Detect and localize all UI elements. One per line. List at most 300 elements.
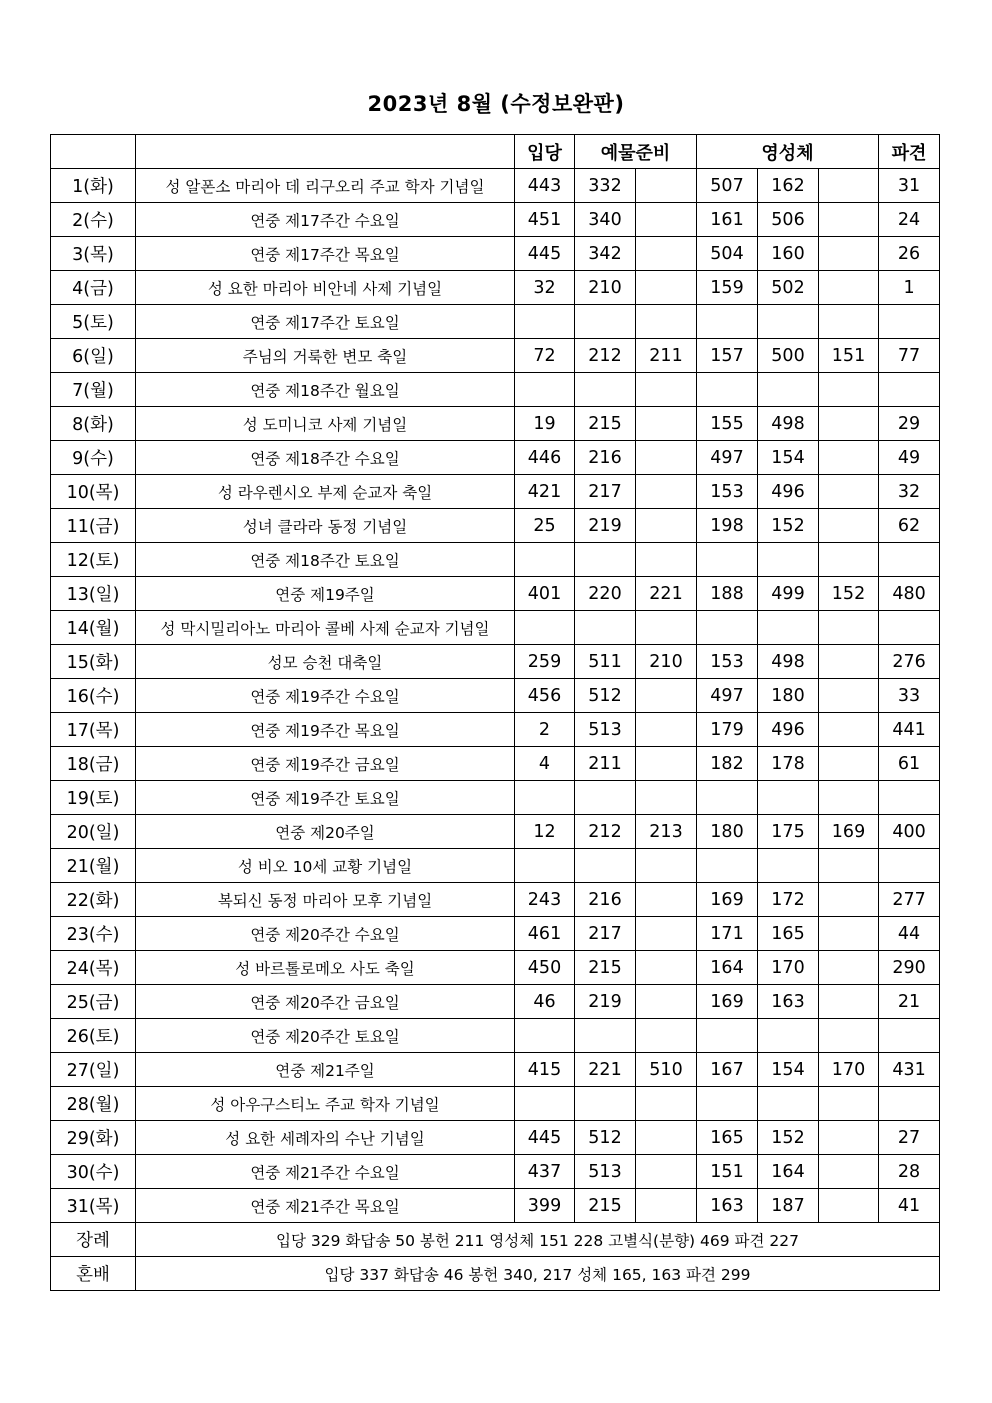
communion-cell-1 [697,1019,758,1053]
offering-cell-2 [636,951,697,985]
celebration-name-cell: 연중 제21주일 [136,1053,515,1087]
offering-cell-2 [636,1019,697,1053]
day-cell: 12(토) [51,543,136,577]
offering-cell-1: 212 [575,815,636,849]
celebration-name-cell: 연중 제20주간 수요일 [136,917,515,951]
offering-cell-1: 216 [575,883,636,917]
communion-cell-1: 169 [697,985,758,1019]
dismissal-cell: 31 [879,169,940,203]
day-cell: 29(화) [51,1121,136,1155]
offering-cell-2 [636,883,697,917]
celebration-name-cell: 연중 제17주간 목요일 [136,237,515,271]
communion-cell-1: 182 [697,747,758,781]
entry-cell: 445 [515,237,575,271]
communion-cell-2 [758,781,819,815]
day-cell: 6(일) [51,339,136,373]
dismissal-cell [879,305,940,339]
entry-cell [515,373,575,407]
offering-cell-2 [636,849,697,883]
entry-cell: 401 [515,577,575,611]
communion-cell-3: 152 [819,577,879,611]
dismissal-cell [879,611,940,645]
communion-cell-1 [697,781,758,815]
offering-cell-2 [636,679,697,713]
day-cell: 25(금) [51,985,136,1019]
offering-cell-1: 512 [575,679,636,713]
table-row [51,985,940,1019]
communion-cell-1 [697,543,758,577]
communion-cell-2: 170 [758,951,819,985]
communion-cell-1: 497 [697,441,758,475]
footer-row [51,1223,940,1257]
communion-cell-3 [819,951,879,985]
day-cell: 24(목) [51,951,136,985]
communion-cell-2: 163 [758,985,819,1019]
celebration-name-cell: 연중 제20주간 토요일 [136,1019,515,1053]
communion-cell-3 [819,713,879,747]
entry-cell: 2 [515,713,575,747]
communion-cell-1: 497 [697,679,758,713]
footer-note-cell: 입당 337 화답송 46 봉헌 340, 217 성체 165, 163 파견 299 [136,1257,940,1291]
day-cell: 8(화) [51,407,136,441]
celebration-name-cell: 성 요한 마리아 비안네 사제 기념일 [136,271,515,305]
table-row [51,713,940,747]
entry-cell: 259 [515,645,575,679]
communion-cell-3 [819,509,879,543]
offering-cell-1: 332 [575,169,636,203]
dismissal-cell: 480 [879,577,940,611]
dismissal-cell: 276 [879,645,940,679]
communion-cell-2: 165 [758,917,819,951]
day-cell: 3(목) [51,237,136,271]
communion-cell-3 [819,1121,879,1155]
table-row [51,475,940,509]
dismissal-cell: 61 [879,747,940,781]
communion-cell-1 [697,1087,758,1121]
dismissal-cell: 1 [879,271,940,305]
offering-cell-1: 217 [575,475,636,509]
dismissal-cell: 21 [879,985,940,1019]
entry-cell [515,849,575,883]
table-row [51,237,940,271]
table-row [51,883,940,917]
entry-cell [515,543,575,577]
communion-cell-1 [697,373,758,407]
celebration-name-cell: 연중 제17주간 수요일 [136,203,515,237]
entry-cell [515,611,575,645]
dismissal-cell: 44 [879,917,940,951]
entry-cell: 243 [515,883,575,917]
communion-cell-3: 170 [819,1053,879,1087]
dismissal-cell: 41 [879,1189,940,1223]
offering-cell-1 [575,373,636,407]
offering-cell-1 [575,543,636,577]
dismissal-cell: 32 [879,475,940,509]
day-cell: 27(일) [51,1053,136,1087]
communion-cell-1: 179 [697,713,758,747]
offering-cell-1: 219 [575,985,636,1019]
dismissal-cell: 27 [879,1121,940,1155]
table-row [51,407,940,441]
offering-cell-2 [636,611,697,645]
communion-cell-3 [819,781,879,815]
table-row [51,305,940,339]
communion-cell-2: 496 [758,713,819,747]
communion-cell-2: 180 [758,679,819,713]
dismissal-cell: 441 [879,713,940,747]
table-row [51,747,940,781]
communion-cell-1: 507 [697,169,758,203]
celebration-name-cell: 연중 제17주간 토요일 [136,305,515,339]
day-cell: 18(금) [51,747,136,781]
communion-cell-3 [819,985,879,1019]
header-day-cell [51,135,136,169]
entry-cell [515,781,575,815]
header-entry: 입당 [515,135,575,169]
dismissal-cell: 33 [879,679,940,713]
header-offering: 예물준비 [575,135,697,169]
communion-cell-2: 154 [758,441,819,475]
entry-cell: 19 [515,407,575,441]
communion-cell-3 [819,169,879,203]
table-row [51,1087,940,1121]
day-cell: 26(토) [51,1019,136,1053]
dismissal-cell [879,781,940,815]
communion-cell-2: 178 [758,747,819,781]
table-row [51,373,940,407]
offering-cell-2 [636,713,697,747]
communion-cell-1 [697,849,758,883]
table-row [51,543,940,577]
offering-cell-1: 513 [575,1155,636,1189]
communion-cell-2: 500 [758,339,819,373]
offering-cell-2 [636,917,697,951]
dismissal-cell: 77 [879,339,940,373]
entry-cell: 450 [515,951,575,985]
offering-cell-2 [636,441,697,475]
communion-cell-1: 164 [697,951,758,985]
entry-cell: 456 [515,679,575,713]
day-cell: 4(금) [51,271,136,305]
entry-cell: 446 [515,441,575,475]
hymn-schedule-table [50,134,940,1291]
table-header-row [51,135,940,169]
table-row [51,509,940,543]
entry-cell: 445 [515,1121,575,1155]
communion-cell-2: 498 [758,407,819,441]
table-row [51,1121,940,1155]
table-row [51,1053,940,1087]
communion-cell-2: 160 [758,237,819,271]
communion-cell-1: 167 [697,1053,758,1087]
celebration-name-cell: 연중 제20주일 [136,815,515,849]
entry-cell: 32 [515,271,575,305]
communion-cell-2: 187 [758,1189,819,1223]
offering-cell-1: 212 [575,339,636,373]
entry-cell [515,305,575,339]
communion-cell-2 [758,849,819,883]
celebration-name-cell: 연중 제19주간 금요일 [136,747,515,781]
offering-cell-1: 215 [575,407,636,441]
offering-cell-1: 215 [575,1189,636,1223]
offering-cell-1: 216 [575,441,636,475]
entry-cell: 4 [515,747,575,781]
offering-cell-2 [636,1087,697,1121]
offering-cell-2: 510 [636,1053,697,1087]
offering-cell-2 [636,985,697,1019]
day-cell: 1(화) [51,169,136,203]
offering-cell-2 [636,169,697,203]
communion-cell-3 [819,407,879,441]
day-cell: 31(목) [51,1189,136,1223]
table-row [51,169,940,203]
header-name-cell [136,135,515,169]
day-cell: 15(화) [51,645,136,679]
offering-cell-2 [636,747,697,781]
offering-cell-2 [636,1155,697,1189]
footer-note-cell: 입당 329 화답송 50 봉헌 211 영성체 151 228 고별식(분향) 469 파견 227 [136,1223,940,1257]
offering-cell-1: 220 [575,577,636,611]
offering-cell-2: 210 [636,645,697,679]
day-cell: 16(수) [51,679,136,713]
footer-label-cell: 장례 [51,1223,136,1257]
communion-cell-1: 198 [697,509,758,543]
offering-cell-1 [575,611,636,645]
offering-cell-1: 211 [575,747,636,781]
entry-cell: 72 [515,339,575,373]
dismissal-cell [879,373,940,407]
communion-cell-2 [758,611,819,645]
table-row [51,1155,940,1189]
celebration-name-cell: 연중 제21주간 수요일 [136,1155,515,1189]
table-row [51,203,940,237]
day-cell: 7(월) [51,373,136,407]
communion-cell-3 [819,203,879,237]
day-cell: 2(수) [51,203,136,237]
communion-cell-3 [819,849,879,883]
dismissal-cell: 62 [879,509,940,543]
celebration-name-cell: 연중 제18주간 토요일 [136,543,515,577]
offering-cell-1: 217 [575,917,636,951]
communion-cell-3: 169 [819,815,879,849]
page-title: 2023년 8월 (수정보완판) [367,92,625,116]
communion-cell-2: 152 [758,509,819,543]
offering-cell-2: 213 [636,815,697,849]
communion-cell-2 [758,373,819,407]
celebration-name-cell: 연중 제19주간 토요일 [136,781,515,815]
communion-cell-2: 499 [758,577,819,611]
celebration-name-cell: 성 라우렌시오 부제 순교자 축일 [136,475,515,509]
table-row [51,1019,940,1053]
dismissal-cell: 277 [879,883,940,917]
header-communion: 영성체 [697,135,879,169]
communion-cell-3 [819,645,879,679]
offering-cell-1: 221 [575,1053,636,1087]
celebration-name-cell: 성 바르톨로메오 사도 축일 [136,951,515,985]
offering-cell-1: 511 [575,645,636,679]
dismissal-cell [879,543,940,577]
dismissal-cell: 24 [879,203,940,237]
celebration-name-cell: 성모 승천 대축일 [136,645,515,679]
communion-cell-3 [819,747,879,781]
communion-cell-3 [819,611,879,645]
dismissal-cell [879,1087,940,1121]
celebration-name-cell: 성 도미니코 사제 기념일 [136,407,515,441]
communion-cell-3 [819,237,879,271]
dismissal-cell: 29 [879,407,940,441]
communion-cell-3 [819,475,879,509]
communion-cell-1 [697,611,758,645]
table-row [51,849,940,883]
offering-cell-2 [636,407,697,441]
day-cell: 30(수) [51,1155,136,1189]
day-cell: 22(화) [51,883,136,917]
offering-cell-2 [636,373,697,407]
entry-cell: 415 [515,1053,575,1087]
communion-cell-1: 157 [697,339,758,373]
celebration-name-cell: 복되신 동정 마리아 모후 기념일 [136,883,515,917]
communion-cell-2 [758,1087,819,1121]
entry-cell: 451 [515,203,575,237]
day-cell: 9(수) [51,441,136,475]
celebration-name-cell: 성 요한 세례자의 수난 기념일 [136,1121,515,1155]
day-cell: 5(토) [51,305,136,339]
celebration-name-cell: 성 알폰소 마리아 데 리구오리 주교 학자 기념일 [136,169,515,203]
offering-cell-1: 513 [575,713,636,747]
offering-cell-2 [636,305,697,339]
celebration-name-cell: 연중 제18주간 월요일 [136,373,515,407]
communion-cell-3: 151 [819,339,879,373]
celebration-name-cell: 연중 제19주간 수요일 [136,679,515,713]
day-cell: 23(수) [51,917,136,951]
offering-cell-1: 512 [575,1121,636,1155]
entry-cell: 421 [515,475,575,509]
dismissal-cell: 400 [879,815,940,849]
entry-cell [515,1019,575,1053]
celebration-name-cell: 연중 제18주간 수요일 [136,441,515,475]
communion-cell-3 [819,1087,879,1121]
communion-cell-2: 502 [758,271,819,305]
entry-cell: 443 [515,169,575,203]
communion-cell-1: 188 [697,577,758,611]
celebration-name-cell: 성 비오 10세 교황 기념일 [136,849,515,883]
celebration-name-cell: 연중 제19주일 [136,577,515,611]
day-cell: 28(월) [51,1087,136,1121]
day-cell: 13(일) [51,577,136,611]
celebration-name-cell: 연중 제20주간 금요일 [136,985,515,1019]
table-row [51,679,940,713]
offering-cell-2 [636,203,697,237]
day-cell: 21(월) [51,849,136,883]
dismissal-cell: 49 [879,441,940,475]
offering-cell-1: 340 [575,203,636,237]
day-cell: 19(토) [51,781,136,815]
communion-cell-1: 504 [697,237,758,271]
offering-cell-1: 219 [575,509,636,543]
celebration-name-cell: 성 아우구스티노 주교 학자 기념일 [136,1087,515,1121]
offering-cell-1: 210 [575,271,636,305]
communion-cell-3 [819,1155,879,1189]
communion-cell-1: 151 [697,1155,758,1189]
communion-cell-2: 152 [758,1121,819,1155]
communion-cell-3 [819,373,879,407]
communion-cell-1: 171 [697,917,758,951]
offering-cell-2 [636,543,697,577]
table-row [51,611,940,645]
day-cell: 10(목) [51,475,136,509]
communion-cell-2: 164 [758,1155,819,1189]
table-row [51,339,940,373]
dismissal-cell [879,1019,940,1053]
communion-cell-3 [819,543,879,577]
communion-cell-1 [697,305,758,339]
celebration-name-cell: 주님의 거룩한 변모 축일 [136,339,515,373]
offering-cell-1 [575,1087,636,1121]
day-cell: 11(금) [51,509,136,543]
table-row [51,815,940,849]
communion-cell-1: 161 [697,203,758,237]
communion-cell-3 [819,1019,879,1053]
communion-cell-1: 159 [697,271,758,305]
celebration-name-cell: 연중 제21주간 목요일 [136,1189,515,1223]
communion-cell-3 [819,305,879,339]
dismissal-cell: 431 [879,1053,940,1087]
table-row [51,577,940,611]
offering-cell-1 [575,1019,636,1053]
header-dismissal: 파견 [879,135,940,169]
dismissal-cell [879,849,940,883]
entry-cell: 46 [515,985,575,1019]
day-cell: 17(목) [51,713,136,747]
day-cell: 20(일) [51,815,136,849]
dismissal-cell: 26 [879,237,940,271]
table-row [51,271,940,305]
table-row [51,645,940,679]
communion-cell-2: 154 [758,1053,819,1087]
communion-cell-3 [819,441,879,475]
communion-cell-1: 163 [697,1189,758,1223]
offering-cell-2: 211 [636,339,697,373]
offering-cell-2 [636,1189,697,1223]
communion-cell-2 [758,1019,819,1053]
communion-cell-2: 498 [758,645,819,679]
communion-cell-2 [758,305,819,339]
celebration-name-cell: 성 막시밀리아노 마리아 콜베 사제 순교자 기념일 [136,611,515,645]
communion-cell-1: 155 [697,407,758,441]
communion-cell-2 [758,543,819,577]
footer-label-cell: 혼배 [51,1257,136,1291]
communion-cell-1: 165 [697,1121,758,1155]
communion-cell-1: 169 [697,883,758,917]
offering-cell-2 [636,237,697,271]
celebration-name-cell: 성녀 클라라 동정 기념일 [136,509,515,543]
offering-cell-1: 215 [575,951,636,985]
offering-cell-1: 342 [575,237,636,271]
offering-cell-2 [636,781,697,815]
dismissal-cell: 290 [879,951,940,985]
dismissal-cell: 28 [879,1155,940,1189]
entry-cell: 399 [515,1189,575,1223]
footer-row [51,1257,940,1291]
communion-cell-3 [819,1189,879,1223]
communion-cell-1: 153 [697,645,758,679]
communion-cell-2: 172 [758,883,819,917]
communion-cell-2: 506 [758,203,819,237]
entry-cell: 437 [515,1155,575,1189]
communion-cell-2: 162 [758,169,819,203]
offering-cell-1 [575,305,636,339]
table-row [51,917,940,951]
